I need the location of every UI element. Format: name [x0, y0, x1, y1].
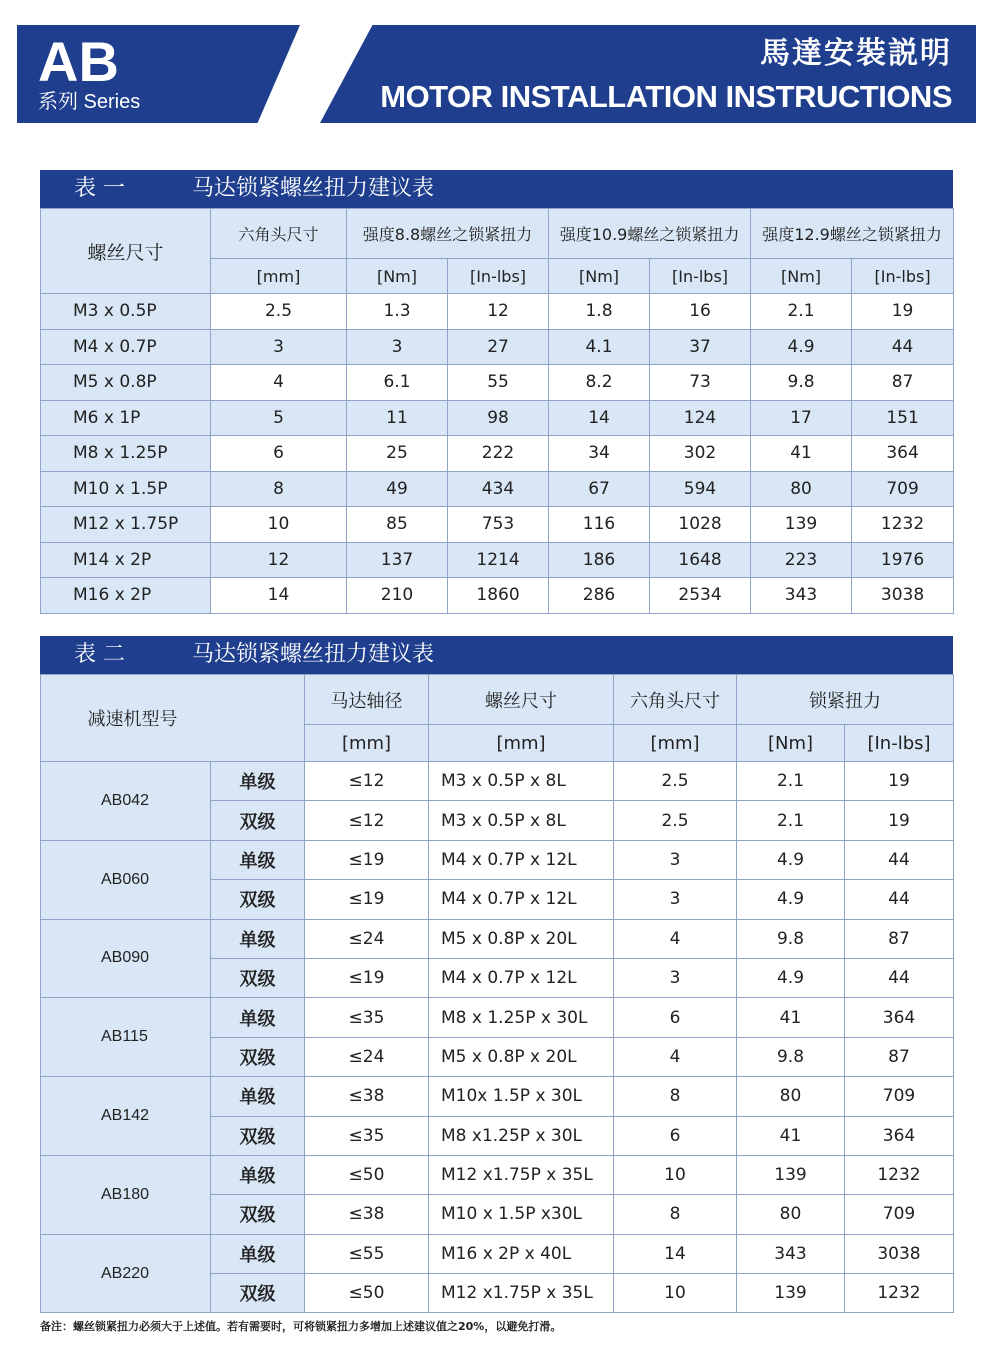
- hex-cell: 3: [614, 840, 737, 879]
- hex-cell: 10: [614, 1274, 737, 1313]
- shaft-cell: ≤50: [305, 1274, 429, 1313]
- inlbs-cell: 709: [845, 1077, 954, 1116]
- table-row: [41, 1234, 954, 1273]
- model-cell: AB220: [41, 1234, 211, 1313]
- inlbs-cell: 3038: [845, 1234, 954, 1273]
- shaft-cell: ≤19: [305, 880, 429, 919]
- screw-cell: M16 x 2P x 40L: [429, 1234, 614, 1273]
- value-cell: 55: [448, 365, 549, 401]
- stage-cell: 单级: [211, 919, 305, 958]
- value-cell: 4.1: [549, 329, 650, 365]
- series-code: AB: [38, 30, 119, 93]
- value-cell: 34: [549, 436, 650, 472]
- inlbs-cell: 44: [845, 880, 954, 919]
- value-cell: 343: [751, 578, 852, 614]
- table-row: [41, 542, 954, 578]
- model-cell: AB060: [41, 840, 211, 919]
- screw-cell: M8 x1.25P x 30L: [429, 1116, 614, 1155]
- value-cell: 2.1: [751, 294, 852, 330]
- nm-cell: 2.1: [737, 801, 845, 840]
- screw-size-cell: M5 x 0.8P: [41, 365, 211, 401]
- value-cell: 6: [211, 436, 347, 472]
- inlbs-cell: 87: [845, 1037, 954, 1076]
- stage-cell: 双级: [211, 801, 305, 840]
- value-cell: 709: [852, 471, 954, 507]
- hex-cell: 4: [614, 1037, 737, 1076]
- shaft-cell: ≤24: [305, 1037, 429, 1076]
- shaft-cell: ≤50: [305, 1155, 429, 1194]
- header-hex-size: 六角头尺寸: [211, 209, 347, 259]
- value-cell: 116: [549, 507, 650, 543]
- nm-cell: 9.8: [737, 1037, 845, 1076]
- value-cell: 434: [448, 471, 549, 507]
- value-cell: 8: [211, 471, 347, 507]
- table-row: [41, 294, 954, 330]
- screw-cell: M10x 1.5P x 30L: [429, 1077, 614, 1116]
- header-screw-size: 螺丝尺寸: [41, 209, 211, 294]
- value-cell: 19: [852, 294, 954, 330]
- torque-table-1: [40, 208, 954, 614]
- table-row: [41, 840, 954, 879]
- table-row: [41, 365, 954, 401]
- header-hex-size: 六角头尺寸: [614, 675, 737, 725]
- nm-cell: 139: [737, 1274, 845, 1313]
- hex-cell: 8: [614, 1195, 737, 1234]
- value-cell: 11: [347, 400, 448, 436]
- table-row: [41, 329, 954, 365]
- stage-cell: 双级: [211, 958, 305, 997]
- value-cell: 1.3: [347, 294, 448, 330]
- value-cell: 1648: [650, 542, 751, 578]
- screw-cell: M5 x 0.8P x 20L: [429, 919, 614, 958]
- screw-size-cell: M3 x 0.5P: [41, 294, 211, 330]
- nm-cell: 80: [737, 1195, 845, 1234]
- header-lock-torque: 锁紧扭力: [737, 675, 954, 725]
- value-cell: 67: [549, 471, 650, 507]
- table2-title-bar: [40, 636, 953, 674]
- page-title-cn: 馬達安裝説明: [760, 36, 952, 71]
- screw-size-cell: M6 x 1P: [41, 400, 211, 436]
- header-grade-8-8: 强度8.8螺丝之锁紧扭力: [347, 209, 549, 259]
- table-row: [41, 471, 954, 507]
- shaft-cell: ≤35: [305, 1116, 429, 1155]
- header-grade-12-9: 强度12.9螺丝之锁紧扭力: [751, 209, 954, 259]
- value-cell: 3038: [852, 578, 954, 614]
- unit-header: [mm]: [211, 259, 347, 294]
- shaft-cell: ≤19: [305, 840, 429, 879]
- table-row: [41, 1077, 954, 1116]
- screw-cell: M4 x 0.7P x 12L: [429, 958, 614, 997]
- shaft-cell: ≤38: [305, 1195, 429, 1234]
- stage-cell: 双级: [211, 1195, 305, 1234]
- hex-cell: 4: [614, 919, 737, 958]
- shaft-cell: ≤35: [305, 998, 429, 1037]
- shaft-cell: ≤38: [305, 1077, 429, 1116]
- value-cell: 1976: [852, 542, 954, 578]
- value-cell: 364: [852, 436, 954, 472]
- screw-cell: M5 x 0.8P x 20L: [429, 1037, 614, 1076]
- value-cell: 1.8: [549, 294, 650, 330]
- stage-cell: 双级: [211, 1037, 305, 1076]
- inlbs-cell: 19: [845, 801, 954, 840]
- screw-cell: M12 x1.75P x 35L: [429, 1274, 614, 1313]
- screw-size-cell: M14 x 2P: [41, 542, 211, 578]
- screw-cell: M8 x 1.25P x 30L: [429, 998, 614, 1037]
- screw-cell: M10 x 1.5P x30L: [429, 1195, 614, 1234]
- model-cell: AB090: [41, 919, 211, 998]
- value-cell: 151: [852, 400, 954, 436]
- value-cell: 1232: [852, 507, 954, 543]
- stage-cell: 单级: [211, 998, 305, 1037]
- table2-number: 表 二: [74, 642, 125, 667]
- nm-cell: 41: [737, 1116, 845, 1155]
- unit-header: [Nm]: [751, 259, 852, 294]
- hex-cell: 8: [614, 1077, 737, 1116]
- value-cell: 25: [347, 436, 448, 472]
- hex-cell: 6: [614, 1116, 737, 1155]
- inlbs-cell: 87: [845, 919, 954, 958]
- nm-cell: 2.1: [737, 762, 845, 801]
- value-cell: 98: [448, 400, 549, 436]
- value-cell: 14: [549, 400, 650, 436]
- series-label: 系列 Series: [38, 91, 141, 113]
- table-row: [41, 578, 954, 614]
- value-cell: 41: [751, 436, 852, 472]
- header-grade-10-9: 强度10.9螺丝之锁紧扭力: [549, 209, 751, 259]
- value-cell: 139: [751, 507, 852, 543]
- value-cell: 137: [347, 542, 448, 578]
- nm-cell: 139: [737, 1155, 845, 1194]
- shaft-cell: ≤12: [305, 762, 429, 801]
- value-cell: 49: [347, 471, 448, 507]
- value-cell: 4: [211, 365, 347, 401]
- value-cell: 5: [211, 400, 347, 436]
- value-cell: 286: [549, 578, 650, 614]
- header-motor-shaft: 马达轴径: [305, 675, 429, 725]
- inlbs-cell: 44: [845, 958, 954, 997]
- shaft-cell: ≤12: [305, 801, 429, 840]
- value-cell: 2534: [650, 578, 751, 614]
- value-cell: 14: [211, 578, 347, 614]
- screw-cell: M4 x 0.7P x 12L: [429, 880, 614, 919]
- nm-cell: 4.9: [737, 840, 845, 879]
- value-cell: 44: [852, 329, 954, 365]
- value-cell: 753: [448, 507, 549, 543]
- header-screw-size: 螺丝尺寸: [429, 675, 614, 725]
- nm-cell: 4.9: [737, 958, 845, 997]
- value-cell: 80: [751, 471, 852, 507]
- screw-size-cell: M4 x 0.7P: [41, 329, 211, 365]
- inlbs-cell: 44: [845, 840, 954, 879]
- value-cell: 210: [347, 578, 448, 614]
- unit-header: [Nm]: [347, 259, 448, 294]
- nm-cell: 4.9: [737, 880, 845, 919]
- value-cell: 27: [448, 329, 549, 365]
- inlbs-cell: 709: [845, 1195, 954, 1234]
- table1-title: 马达锁紧螺丝扭力建议表: [192, 176, 435, 201]
- value-cell: 16: [650, 294, 751, 330]
- value-cell: 12: [448, 294, 549, 330]
- inlbs-cell: 1232: [845, 1274, 954, 1313]
- value-cell: 17: [751, 400, 852, 436]
- inlbs-cell: 1232: [845, 1155, 954, 1194]
- table-row: [41, 919, 954, 958]
- model-cell: AB180: [41, 1155, 211, 1234]
- screw-size-cell: M12 x 1.75P: [41, 507, 211, 543]
- stage-cell: 单级: [211, 840, 305, 879]
- value-cell: 2.5: [211, 294, 347, 330]
- value-cell: 594: [650, 471, 751, 507]
- nm-cell: 41: [737, 998, 845, 1037]
- hex-cell: 14: [614, 1234, 737, 1273]
- value-cell: 4.9: [751, 329, 852, 365]
- screw-cell: M12 x1.75P x 35L: [429, 1155, 614, 1194]
- torque-table-2: [40, 674, 954, 1313]
- value-cell: 87: [852, 365, 954, 401]
- hex-cell: 3: [614, 958, 737, 997]
- page-title-en: MOTOR INSTALLATION INSTRUCTIONS: [380, 79, 952, 114]
- hex-cell: 6: [614, 998, 737, 1037]
- stage-cell: 单级: [211, 762, 305, 801]
- table-row: [41, 436, 954, 472]
- table1-title-bar: [40, 170, 953, 208]
- table-row: [41, 400, 954, 436]
- value-cell: 8.2: [549, 365, 650, 401]
- screw-cell: M3 x 0.5P x 8L: [429, 801, 614, 840]
- unit-header: [mm]: [305, 725, 429, 762]
- hex-cell: 3: [614, 880, 737, 919]
- value-cell: 3: [347, 329, 448, 365]
- unit-header: [In-lbs]: [852, 259, 954, 294]
- footnote: 备注：螺丝锁紧扭力必须大于上述值。若有需要时，可将锁紧扭力多增加上述建议值之20%，以避免打滑。: [40, 1320, 562, 1333]
- hex-cell: 2.5: [614, 801, 737, 840]
- table-row: [41, 998, 954, 1037]
- value-cell: 1214: [448, 542, 549, 578]
- table1-number: 表 一: [74, 176, 125, 201]
- stage-cell: 双级: [211, 1274, 305, 1313]
- unit-header: [In-lbs]: [650, 259, 751, 294]
- value-cell: 10: [211, 507, 347, 543]
- value-cell: 12: [211, 542, 347, 578]
- model-cell: AB115: [41, 998, 211, 1077]
- model-cell: AB142: [41, 1077, 211, 1156]
- nm-cell: 343: [737, 1234, 845, 1273]
- hex-cell: 10: [614, 1155, 737, 1194]
- inlbs-cell: 19: [845, 762, 954, 801]
- screw-size-cell: M8 x 1.25P: [41, 436, 211, 472]
- hex-cell: 2.5: [614, 762, 737, 801]
- table-row: [41, 1155, 954, 1194]
- nm-cell: 9.8: [737, 919, 845, 958]
- table2-title: 马达锁紧螺丝扭力建议表: [192, 642, 435, 667]
- value-cell: 124: [650, 400, 751, 436]
- value-cell: 73: [650, 365, 751, 401]
- table-row: [41, 507, 954, 543]
- unit-header: [Nm]: [737, 725, 845, 762]
- value-cell: 1860: [448, 578, 549, 614]
- unit-header: [mm]: [429, 725, 614, 762]
- value-cell: 6.1: [347, 365, 448, 401]
- unit-header: [mm]: [614, 725, 737, 762]
- screw-size-cell: M16 x 2P: [41, 578, 211, 614]
- nm-cell: 80: [737, 1077, 845, 1116]
- screw-size-cell: M10 x 1.5P: [41, 471, 211, 507]
- table-row: [41, 762, 954, 801]
- header-reducer-model: 减速机型号: [41, 675, 305, 762]
- shaft-cell: ≤55: [305, 1234, 429, 1273]
- shaft-cell: ≤24: [305, 919, 429, 958]
- value-cell: 223: [751, 542, 852, 578]
- value-cell: 85: [347, 507, 448, 543]
- unit-header: [Nm]: [549, 259, 650, 294]
- stage-cell: 双级: [211, 880, 305, 919]
- unit-header: [In-lbs]: [448, 259, 549, 294]
- shaft-cell: ≤19: [305, 958, 429, 997]
- value-cell: 302: [650, 436, 751, 472]
- inlbs-cell: 364: [845, 998, 954, 1037]
- stage-cell: 单级: [211, 1077, 305, 1116]
- value-cell: 9.8: [751, 365, 852, 401]
- inlbs-cell: 364: [845, 1116, 954, 1155]
- value-cell: 3: [211, 329, 347, 365]
- stage-cell: 单级: [211, 1155, 305, 1194]
- value-cell: 222: [448, 436, 549, 472]
- value-cell: 37: [650, 329, 751, 365]
- stage-cell: 双级: [211, 1116, 305, 1155]
- screw-cell: M3 x 0.5P x 8L: [429, 762, 614, 801]
- stage-cell: 单级: [211, 1234, 305, 1273]
- value-cell: 1028: [650, 507, 751, 543]
- model-cell: AB042: [41, 762, 211, 841]
- unit-header: [In-lbs]: [845, 725, 954, 762]
- value-cell: 186: [549, 542, 650, 578]
- screw-cell: M4 x 0.7P x 12L: [429, 840, 614, 879]
